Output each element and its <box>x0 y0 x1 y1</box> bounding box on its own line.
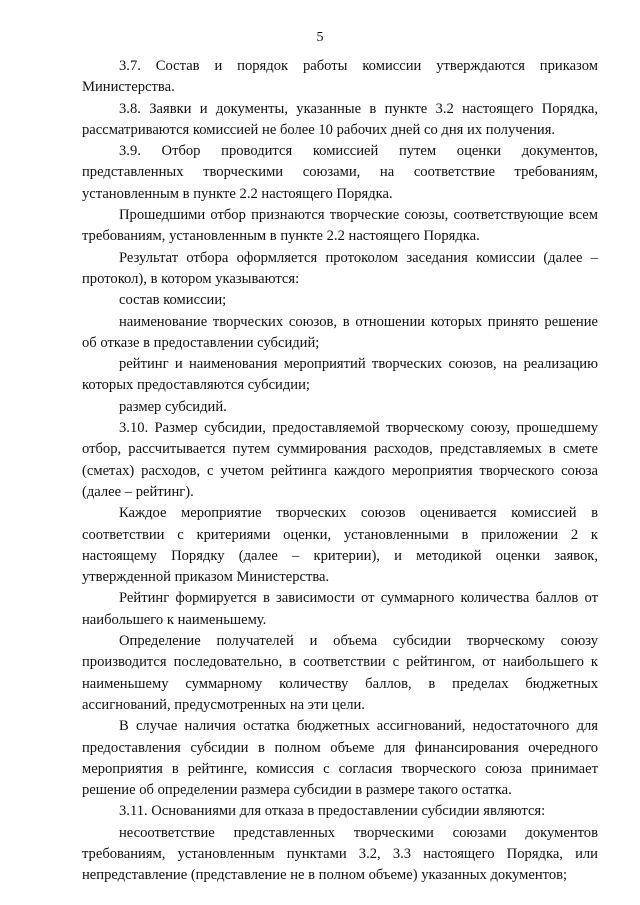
list-item-noncompliance: несоответствие представленных творческими союзами документов требованиям, установленным пунктами 3.2, 3.3 настоящего Порядка, или непредставление (представление не в полном объеме) указанных документов; <box>82 824 598 884</box>
paragraph-3-8: 3.8. Заявки и документы, указанные в пункте 3.2 настоящего Порядка, рассматриваются комиссией не более 10 рабочих дней со дня их получения. <box>82 100 598 138</box>
paragraph-protocol: Результат отбора оформляется протоколом заседания комиссии (далее – протокол), в котором указываются: <box>82 249 598 287</box>
list-item-refused-unions: наименование творческих союзов, в отношении которых принято решение об отказе в предоставлении субсидий; <box>82 313 598 351</box>
paragraph-3-11: 3.11. Основаниями для отказа в предоставлении субсидии являются: <box>119 803 546 820</box>
paragraph-rating: Рейтинг формируется в зависимости от суммарного количества баллов от наибольшего к наименьшему. <box>82 590 598 628</box>
paragraph-3-9: 3.9. Отбор проводится комиссией путем оценки документов, представленных творческими союзами, на соответствие требованиям, установленным в пункте 2.2 настоящего Порядка. <box>82 143 598 202</box>
list-item-subsidy-size: размер субсидий. <box>119 398 227 415</box>
paragraph-selection-passed: Прошедшими отбор признаются творческие союзы, соответствующие всем требованиям, установленным в пункте 2.2 настоящего Порядка. <box>82 207 598 245</box>
paragraph-3-7: 3.7. Состав и порядок работы комиссии утверждаются приказом Министерства. <box>82 58 598 96</box>
list-item-rating-events: рейтинг и наименования мероприятий творческих союзов, на реализацию которых предоставляются субсидии; <box>82 356 598 394</box>
list-item-commission-composition: состав комиссии; <box>119 292 227 309</box>
paragraph-3-10: 3.10. Размер субсидии, предоставляемой творческому союзу, прошедшему отбор, рассчитывается путем суммирования расходов, представляемых в смете (сметах) расходов, с учетом рейтинга каждого мероприятия творческого союза (далее – рейтинг). <box>82 420 598 500</box>
page-number: 5 <box>316 30 324 45</box>
paragraph-recipients: Определение получателей и объема субсидии творческому союзу производится последовательно, в соответствии с рейтингом, от наибольшего к наименьшему суммарному количеству баллов, в пределах бюджетных ассигнований, предусмотренных на эти цели. <box>82 633 598 713</box>
paragraph-remaining-allocation: В случае наличия остатка бюджетных ассигнований, недостаточного для предоставления субсидии в полном объеме для финансирования очередного мероприятия в рейтинге, комиссия с согласия творческого союза принимает решение об определении размера субсидии в размере такого остатка. <box>82 718 598 799</box>
paragraph-evaluation: Каждое мероприятие творческих союзов оценивается комиссией в соответствии с критериями оценки, установленными в приложении 2 к настоящему Порядку (далее – критерии), и методикой оценки заявок, утвержденной приказом Министерства. <box>82 505 598 586</box>
document-body <box>82 56 598 887</box>
